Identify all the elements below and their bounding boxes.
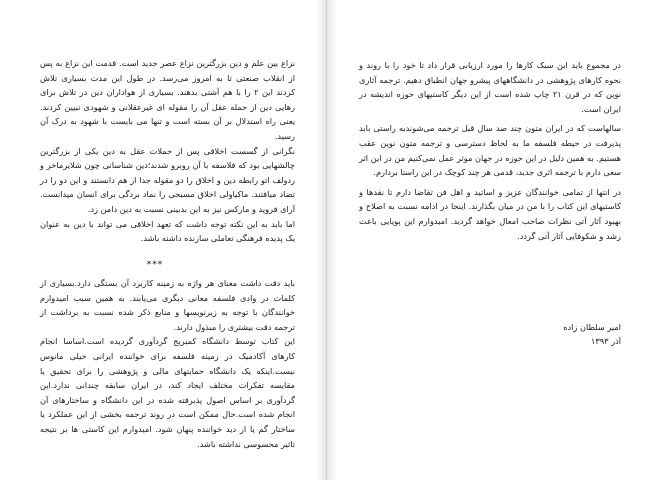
right-page bbox=[327, 0, 659, 480]
left-page bbox=[0, 0, 327, 480]
paragraph: این کتاب توسط دانشگاه کمبریج گردآوری گردیده است.اساسا انجام کارهای آکادمیک در زمینه فلسفه برای خواننده ایرانی خیلی مانوس نیست.اینکه یک دانشگاه حمایتهای مالی و پژوهشی را برای تحقیق یا مقایسه تفکرات مختلف ایجاد کند، در ایران سابقه چندانی ندارد.این گردآوری بر اساس اصول پذیرفته شده در این دانشگاه و ساختارهای آن انجام شده است.حال ممکن است در روند ترجمه بخشی از این عملکرد یا ساختار گم یا از دید خواننده پنهان شود. امیدوارم این کاستی ها بر نتیجه تاثیر محسوسی نداشته باشد. bbox=[40, 336, 295, 449]
signature-date: آذر ۱۳۹۳ bbox=[590, 336, 621, 346]
paragraph: نزاع بین علم و دین بزرگترین نزاع عصر جدید است. قدمت این نزاع به پس از انقلاب صنعتی تا به امروز می‌رسد. در طول این مدت بسیاری تلاش کردند این ۲ را با هم آشتی بدهند. بسیاری از هواداران دین در تلاش برای رهایی دین از حمله عقل آن را مقوله ای غیرعقلانی و شهودی تبیین کردند. یعنی راه استدلال بر آن بسته است و تنها می بایست با شهود به درک آن رسید. bbox=[40, 58, 295, 141]
left-page-top-text bbox=[40, 56, 295, 246]
signature-name: امیر سلطان زاده bbox=[563, 322, 621, 332]
paragraph: باید دقت داشت معنای هر واژه به زمینه کاربرد آن بستگی دارد.بسیاری از کلمات در وادی فلسفه معانی دیگری می‌یابند. به همین سبب امیدوارم خوانندگان با توجه به زیرنویسها و منابع ذکر شده نسبت به برداشت از ترجمه دقت بیشتری را مبذول دارند. bbox=[40, 278, 295, 332]
paragraph: در انتها از تمامی خوانندگان عزیز و اساتید و اهل فن تقاضا دارم تا نقدها و کاستیهای این کتاب را با من در میان بگذارند. اینجا در ادامه نسبت به اصلاح و بهبود آثار آتی نظرات صاحب امعال خواهد گردید. امیدوارم این پویایی باعث رشد و شکوفایی آثار آتی گردد. bbox=[359, 186, 621, 241]
paragraph: در مجموع باید این سبک کارها را مورد ارزیابی قرار داد تا خود را با روند و نحوه کارهای پژوهشی در دانشگاههای پیشرو جهان انطباق دهیم. ترجمه آثاری نوین که در قرن ۲۱ چاپ شده است از این دیگر کاستیهای حوزه اندیشه در ایران است. bbox=[359, 60, 622, 114]
gutter-shadow bbox=[327, 0, 337, 480]
signature-block bbox=[563, 320, 621, 348]
left-page-bottom-text bbox=[40, 276, 295, 451]
paragraph: اما باید به این نکته توجه داشت که تعهد اخلاقی می تواند با دین به عنوان یک پدیده فرهنگی تعاملی سازنده داشته باشد. bbox=[40, 218, 295, 244]
section-separator: *** bbox=[146, 260, 164, 270]
paragraph: نگرانی از گسست اخلاقی پس از حملات عقل به دین یکی از بزرگترین چالشهایی بود که فلاسفه با آن روبرو شدند؛دین شناسانی چون شلایرماخر و ردولف اتو رابطه دین و اخلاق را دو مقوله جدا از هم دانستند و این دو را در تضاد میافتند. ماکیاولی اخلاق مسیحی را نماد بردگی برای انسان میدانست. آرای فروید و مارکس نیز به این بدبینی نسبت به دین دامن زد. bbox=[40, 145, 295, 214]
paragraph: سالهاست که در ایران متون چند صد سال قبل ترجمه می‌شوندبه راستی باید پذیرفت در حیطه فلسفه ما به لحاظ دسترسی و ترجمه متون نوین عقب هستیم. به همین دلیل در این حوزه در جهان موثر عمل نمی‌کنیم من در این اثر سعی دارم با ترجمه اثری جدید، قدمی هر چند کوچک در این راستا بردارم. bbox=[359, 123, 621, 178]
gutter-shadow bbox=[316, 0, 326, 480]
right-page-text bbox=[359, 58, 621, 243]
